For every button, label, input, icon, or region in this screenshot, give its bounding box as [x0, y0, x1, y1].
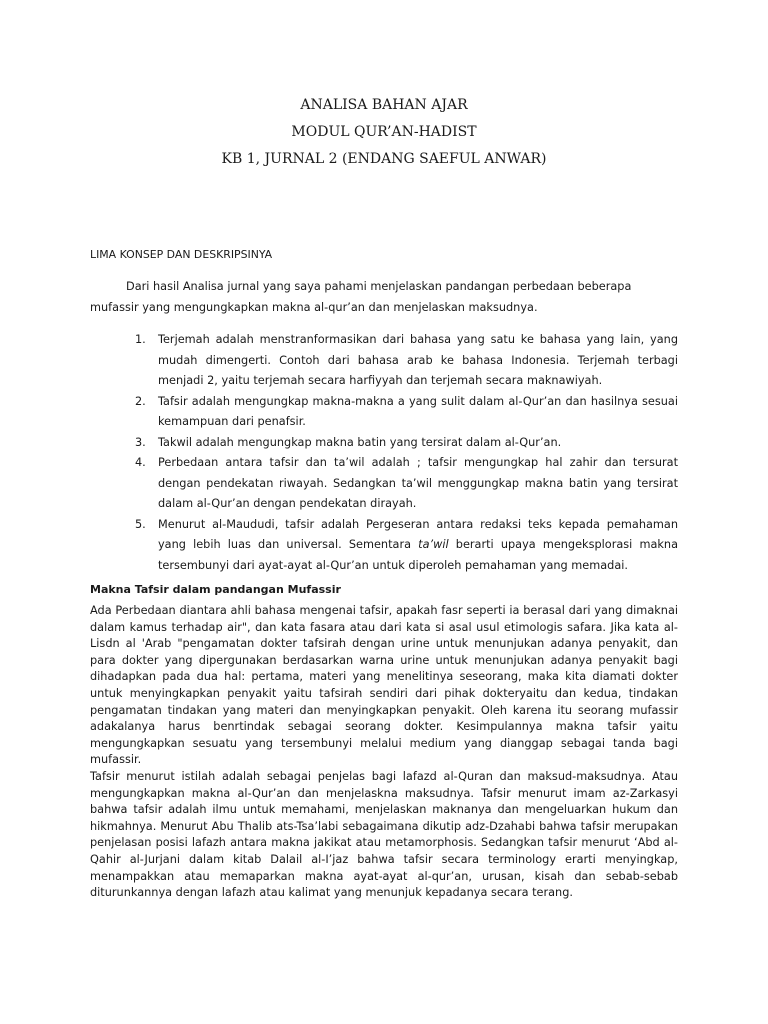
paragraph-2: Tafsir menurut istilah adalah sebagai penjelas bagi lafazd al-Quran dan maksud-maksudnya. Atau mengungkapkan makna al-Qur’an dan menjelaskna maksudnya. Tafsir menurut imam az-Zarkasyi bahwa tafsir adalah ilmu untuk memahami, menjelaskan maknanya dan mengeluarkan hukum dan hikmahnya. Menurut Abu Thalib ats-Tsa’labi sebagaimana dikutip adz-Dzahabi bahwa tafsir merupakan penjelasan posisi lafazh antara makna jakikat atau metamorphosis. Sedangkan tafsir menurut ‘Abd al- Qahir al-Jurjani dalam kitab Dalail al-I’jaz bahwa tafsir secara terminology erarti menyingkap, menampakkan atau memaparkan makna ayat-ayat al-qur’an, urusan, kisah dan sebab-sebab diturunkannya dengan lafazh atau kalimat yang menunjuk kepadanya secara terang. — [90, 769, 678, 900]
list-number: 3. — [135, 435, 146, 449]
list-text: Tafsir adalah mengungkap makna-makna a yang sulit dalam al-Qur’an dan hasilnya sesuai kemampuan dari penafsir. — [158, 394, 678, 428]
list-text: Terjemah adalah menstranformasikan dari bahasa yang satu ke bahasa yang lain, yang mudah dimengerti. Contoh dari bahasa arab ke bahasa Indonesia. Terjemah terbagi menjadi 2, yaitu terjemah secara harfiyyah dan terjemah secara maknawiyah. — [158, 333, 678, 387]
section-heading-makna-tafsir: Makna Tafsir dalam pandangan Mufassir — [90, 583, 341, 596]
list-item — [90, 330, 678, 392]
list-number: 2. — [135, 394, 146, 408]
list-item — [90, 433, 678, 454]
title-line-3: KB 1, JURNAL 2 (ENDANG SAEFUL ANWAR) — [221, 151, 547, 167]
title-line-1: ANALISA BAHAN AJAR — [300, 97, 468, 113]
list-number: 4. — [135, 456, 146, 469]
document-title-block — [0, 92, 768, 173]
title-line-2: MODUL QUR’AN-HADIST — [291, 124, 477, 140]
list-number: 5. — [135, 517, 146, 531]
list-text-b: berarti upaya mengeksplorasi makna tersembunyi dari ayat-ayat al-Qur’an untuk diperoleh pemahaman yang memadai. — [158, 538, 678, 572]
list-text: Takwil adalah mengungkap makna batin yang tersirat dalam al-Qur’an. — [158, 435, 562, 449]
intro-paragraph — [90, 276, 678, 318]
list-item — [90, 515, 678, 577]
list-number: 1. — [135, 333, 146, 346]
list-text: Perbedaan antara tafsir dan ta’wil adalah ; tafsir mengungkap hal zahir dan tersurat dengan pendekatan riwayah. Sedangkan ta’wil menggungkap makna batin yang tersirat dalam al-Qur’an dengan pendekatan dirayah. — [158, 456, 678, 510]
concept-list — [90, 330, 678, 576]
intro-text: Dari hasil Analisa jurnal yang saya pahami menjelaskan pandangan perbedaan beberapa mufassir yang mengungkapkan makna al-qur’an dan menjelaskan maksudnya. — [90, 280, 632, 314]
paragraph-1: Ada Perbedaan diantara ahli bahasa mengenai tafsir, apakah fasr seperti ia berasal dari yang dimaknai dalam kamus terhadap air", dan kata fasara atau dari kata si asal usul etimologis safara. Jika kata al-Lisdn al 'Arab "pengamatan dokter tafsirah dengan urine untuk menunjukan adanya penyakit, dan para dokter yang dipergunakan berdasarkan warna urine untuk menunjukan adanya penyakit bagi dihadapkan pada dua hal: pertama, materi yang menelitinya seseorang, maka kita diamati dokter untuk menyingkapkan penyakit yaitu tafsirah sendiri dari pihak dokteryaitu dan kedua, tindakan pengamatan tindakan yang materi dan menyingkapkan penyakit. Oleh karena itu seorang mufassir adakalanya harus benrtindak sebagai seorang dokter. Kesimpulannya makna tafsir yaitu mengungkapkan sesuatu yang tersembunyi melalui medium yang dianggap sebagai tanda bagi mufassir. — [90, 604, 678, 767]
list-item — [90, 453, 678, 515]
list-text-a: Menurut al-Maududi, tafsir adalah Pergeseran antara redaksi teks kepada pemahaman yang lebih luas dan universal. Sementara — [158, 517, 678, 551]
list-item — [90, 392, 678, 433]
makna-tafsir-body — [90, 603, 678, 902]
section-heading-lima-konsep: LIMA KONSEP DAN DESKRIPSINYA — [90, 248, 273, 261]
list-text-emphasis: ta’wil — [418, 538, 449, 551]
